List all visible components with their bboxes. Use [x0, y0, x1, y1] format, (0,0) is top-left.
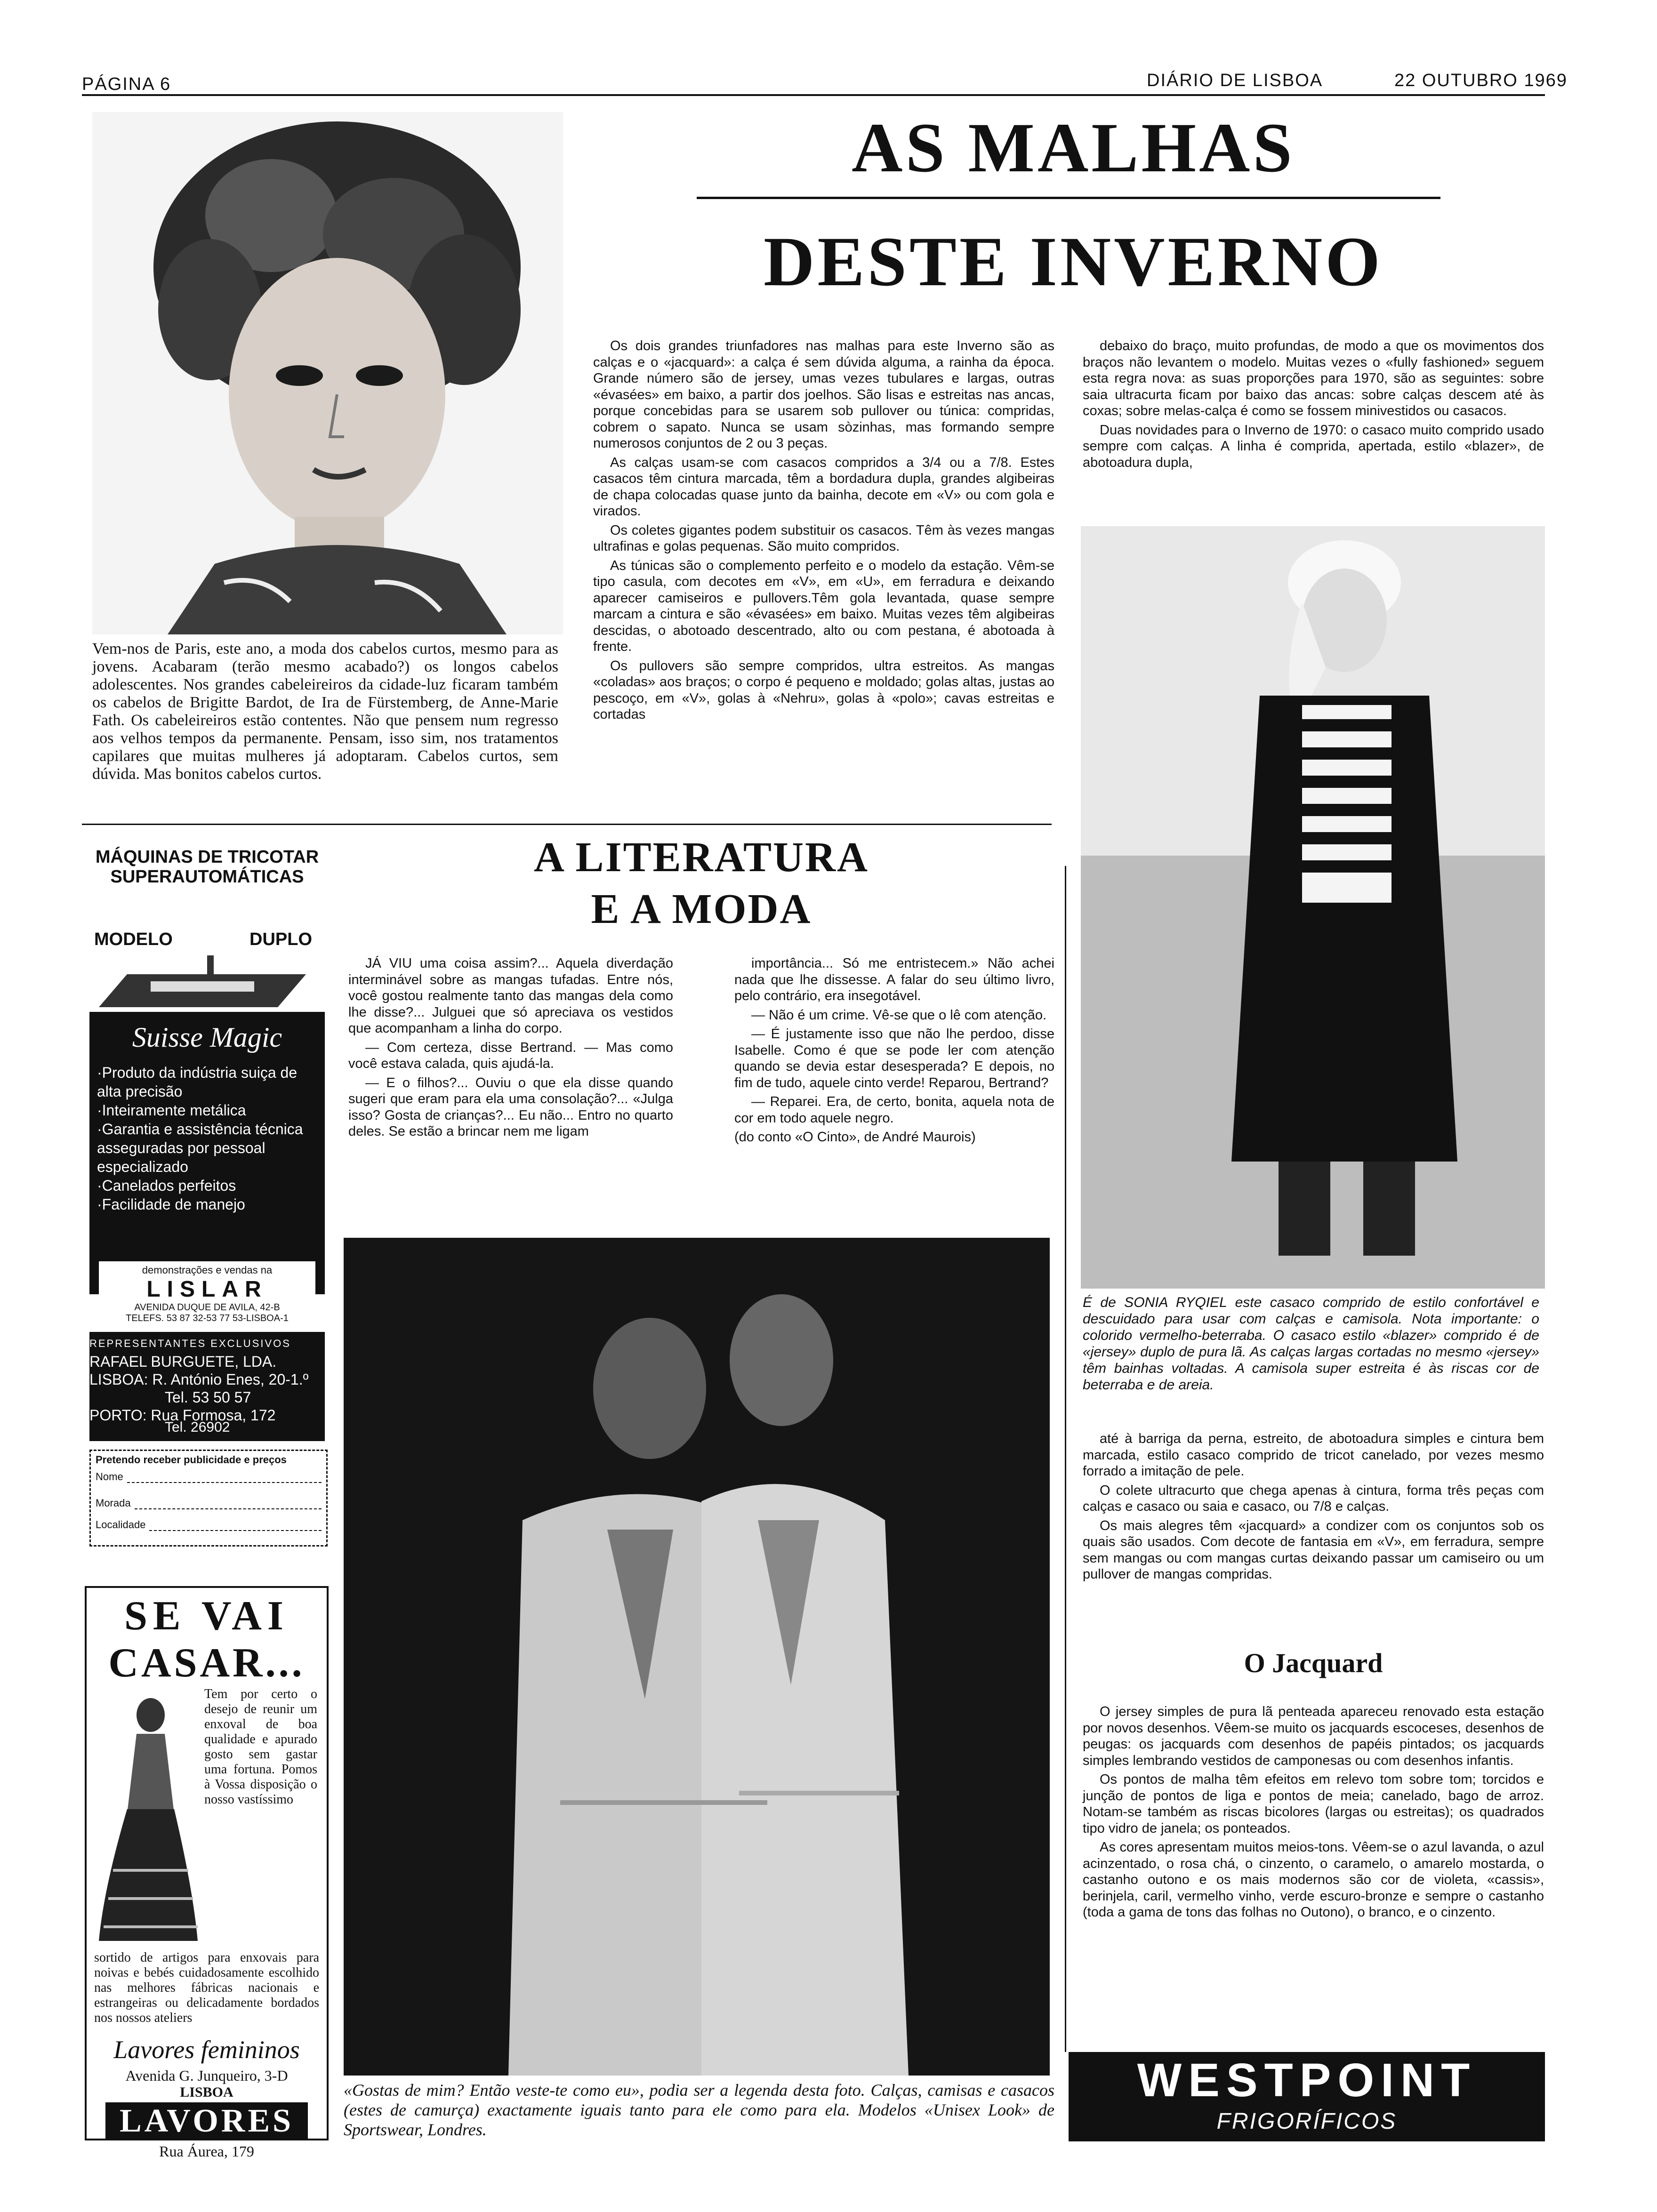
casar-title-line2: CASAR... [108, 1640, 305, 1686]
article-paragraph: debaixo do braço, muito profundas, de modo a que os movimentos dos braços não levantem o modelo. Muitas vezes o «fully fashioned» seguem esta regra nova: as suas proporções para 1970, são as seguintes: sobre saia ultracurta ficam por baixo das ancas: sobre calças descem até às coxas; sobre melas-calça é como se fossem minivestidos ou casacos. [1083, 338, 1544, 418]
article-column-1 [593, 338, 1054, 726]
coupon-label: Localidade [96, 1519, 146, 1531]
knitting-features-list [89, 1054, 325, 1223]
coupon-title: Pretendo receber publicidade e preços [96, 1454, 287, 1466]
article-paragraph: As cores apresentam muitos meios-tons. Vêem-se o azul lavanda, o azul acinzentado, o rosa chá, o cinzento, o caramelo, o amarelo mostarda, o castanho outono e os mais modernos são cor de violeta, «cassis», berinjela, caril, vermelho vinho, verde escuro-bronze e sempre o castanho (toda a gama de tons das folhas no Outono), o branco, e o cinzento. [1083, 1840, 1544, 1920]
literature-paragraph: — E o filhos?... Ouviu o que ela disse quando sugeri que eram para ela uma consolação?... «Julga isso? Gosta de crianças?... Eu não... Entro no quarto deles. Se estão a brincar nem me ligam [348, 1075, 673, 1139]
article-paragraph: Os pontos de malha têm efeitos em relevo tom sobre tom; torcidos e junção de pontos de liga e pontos de meia; canelado, bago de arroz. Notam-se também as riscas bicolores (largas ou estreitas); os quadrados tipo vidro de janela; os ponteados. [1083, 1772, 1544, 1836]
section-rule [82, 824, 1052, 825]
article-paragraph: Os dois grandes triunfadores nas malhas para este Inverno são as calças e o «jacquard»: a calça é sem dúvida alguma, a rainha da época. Grande número são de jersey, umas vezes tubulares e largas, outras «évasées» em baixo, a partir dos joelhos. São lisas e estreitas nas ancas, porque concebidas para se usarem sob pullover ou túnica: compridas, cobrem o sapato. Nunca se usam sòzinhas, mas formando sempre numerosos conjuntos de 2 ou 3 peças. [593, 338, 1054, 451]
knitting-ad-features [89, 1012, 325, 1294]
coupon-label: Nome [96, 1471, 123, 1483]
lislar-demo: demonstrações e vendas na [142, 1264, 273, 1276]
reps-porto-tel: Tel. 26902 [165, 1419, 230, 1435]
casar-address: Avenida G. Junqueiro, 3-D [125, 2067, 288, 2084]
knitting-ad-duplo: DUPLO [249, 930, 312, 949]
lislar-phones: TELEFS. 53 87 32-53 77 53-LISBOA-1 [126, 1313, 289, 1323]
casar-city: LISBOA [180, 2084, 233, 2100]
coupon-form [89, 1450, 328, 1547]
knitting-machine-image [89, 955, 315, 1017]
lavores-big-logo: LAVORES [105, 2102, 308, 2140]
reps-lisboa-tel: Tel. 53 50 57 [165, 1389, 251, 1406]
headline-line1: AS MALHAS [852, 109, 1295, 187]
hair-photo [92, 112, 563, 634]
header-rule [82, 94, 1545, 96]
knitting-ad-title-line1: MÁQUINAS DE TRICOTAR [95, 847, 319, 867]
coupon-locality-field[interactable] [149, 1521, 322, 1531]
article-paragraph: As calças usam-se com casacos compridos a 3/4 ou a 7/8. Estes casacos têm cintura marcada, têm a bordadura dupla, grandes algibeiras de chapa colocadas quase junto da bainha, decote em «V» ou com gola e virados. [593, 455, 1054, 519]
article-paragraph: O colete ultracurto que chega apenas à cintura, forma três peças com calças e casaco ou saia e casaco, ou 7/8 e calças. [1083, 1483, 1544, 1514]
coupon-label: Morada [96, 1497, 131, 1509]
literature-source: (do conto «O Cinto», de André Maurois) [734, 1130, 976, 1145]
knitting-ad-title-line2: SUPERAUTOMÁTICAS [110, 867, 304, 887]
knitting-ad-title [85, 847, 330, 887]
page-number: PÁGINA 6 [82, 74, 171, 94]
lavores-script-logo: Lavores femininos [113, 2036, 300, 2064]
article-column-2-bottom [1083, 1431, 1544, 1586]
article-paragraph: As túnicas são o complemento perfeito e o modelo da estação. Vêm-se tipo casula, com decotes em «V», em «U», em ferradura e deixando aparecer camiseiros e pullovers.Têm gola levantada, quase sempre marcam a cintura e são «évasées» em baixo. Muitas vezes têm algibeiras descidas, o abotoado descentrado, alto ou com pestana, é abotoada à frente. [593, 558, 1054, 654]
casar-street: Rua Áurea, 179 [159, 2143, 254, 2160]
jacquard-text [1083, 1704, 1544, 1923]
article-paragraph: Os mais alegres têm «jacquard» a condizer com os conjuntos sob os quais são usados. Com decote de fantasia em «V», em ferradura, sempre sem mangas ou com mangas curtas deixando passar um camiseiro ou um pullover de mangas compridas. [1083, 1518, 1544, 1582]
issue-date: 22 OUTUBRO 1969 [1394, 71, 1568, 90]
literature-paragraph: JÁ VIU uma coisa assim?... Aquela diverdação interminável sobre as mangas tufadas. Entre nós, você gostou realmente tanto das mangas dela como lhe disse?... Julguei que só apreciava os vestidos que acompanham a linha do corpo. [348, 956, 673, 1036]
casar-body-short: Tem por certo o desejo de reunir um enxoval de boa qualidade e apurado gosto sem gastar uma fortuna. Pomos à Vossa disposição o nosso vastíssimo [204, 1687, 317, 1807]
literature-paragraph: — Com certeza, disse Bertrand. — Mas como você estava calada, quis ajudá-la. [348, 1040, 673, 1071]
westpoint-logo: WESTPOINT [1137, 2054, 1477, 2107]
reps-lisboa: LISBOA: R. António Enes, 20-1.º [89, 1371, 309, 1388]
literature-paragraph: — Não é um crime. Vê-se que o lê com atenção. [751, 1007, 1047, 1023]
coat-caption: É de SONIA RYQIEL este casaco comprido de estilo confortável e descuidado para usar com calças e camisola. Nota importante: o colorido vermelho-beterraba. O casaco estilo «blazer» comprido é de «jersey» duplo de pura lã. As calças largas cortadas no mesmo «jersey» têm bainhas voltadas. A camisola super estreita é às riscas cor de beterraba e de areia. [1083, 1295, 1539, 1393]
article-paragraph: O jersey simples de pura lã penteada apareceu renovado esta estação por novos desenhos. Vêem-se muito os jacquards escoceses, desenhos de peugas: os jacquards com desenhos de papéis pintados; os jacquards simples lembrando vestidos de camponesas ou com desenhos infantis. [1083, 1704, 1544, 1768]
couple-caption: «Gostas de mim? Então veste-te como eu», podia ser a legenda desta foto. Calças, camisas e casacos (estes de camurça) exactamente iguais tanto para ele como para ela. Modelos «Unisex Look» de Sportswear, Londres. [344, 2081, 1054, 2139]
literature-paragraph: — Reparei. Era, de certo, bonita, aquela nota de cor em todo aquele negro. [734, 1094, 1054, 1126]
article-paragraph: Os coletes gigantes podem substituir os casacos. Têm às vezes mangas ultrafinas e golas pequenas. São muito compridos. [593, 522, 1054, 554]
reps-label: REPRESENTANTES EXCLUSIVOS [89, 1338, 291, 1349]
coupon-name-field[interactable] [127, 1473, 322, 1483]
woman-long-coat-illustration [1081, 526, 1545, 1289]
coupon-row-nome [91, 1469, 326, 1485]
article-paragraph: Os pullovers são sempre compridos, ultra estreitos. As mangas «coladas» aos braços; o corpo é pequeno e moldado; golas altas, justas ao pescoço, em «V», golas à «Nehru», golas à «polo»; cavas estreitas e cortadas [593, 658, 1054, 722]
knitting-ad-modelo: MODELO [94, 930, 173, 949]
jacquard-heading: O Jacquard [1244, 1648, 1383, 1678]
column-divider [1065, 866, 1066, 2052]
coupon-row-morada [91, 1485, 326, 1511]
woman-short-hair-illustration [92, 112, 563, 634]
knitting-brand-logo: Suisse Magic [132, 1022, 282, 1053]
couple-photo [344, 1238, 1050, 2076]
feature-item: ·Canelados perfeitos [97, 1177, 236, 1194]
knitting-machine-icon [89, 955, 315, 1017]
casar-middle [87, 1687, 327, 1950]
literature-column-1 [348, 955, 673, 1143]
couple-unisex-illustration [344, 1238, 1050, 2076]
literature-title-line1: A LITERATURA [534, 834, 869, 881]
reps-porto: PORTO: Rua Formosa, 172 [89, 1407, 276, 1424]
feature-item: ·Garantia e assistência técnica asseguradas por pessoal especializado [97, 1121, 303, 1175]
literature-column-2 [734, 955, 1054, 1148]
headline-line2: DESTE INVERNO [764, 223, 1383, 301]
westpoint-ad [1069, 2052, 1545, 2141]
article-paragraph: até à barriga da perna, estreito, de abotoadura simples e cintura bem marcada, estilo casaco comprido de tricot canelado, por vezes mesmo forrado a imitação de pele. [1083, 1431, 1544, 1479]
headline-rule [697, 197, 1440, 199]
newspaper-name: DIÁRIO DE LISBOA [1147, 71, 1323, 90]
coat-photo [1081, 526, 1545, 1289]
literature-title-line2: E A MODA [591, 886, 812, 932]
lislar-name: LISLAR [146, 1277, 268, 1302]
reps-company: RAFAEL BURGUETE, LDA. [89, 1353, 277, 1370]
hair-caption: Vem-nos de Paris, este ano, a moda dos cabelos curtos, mesmo para as jovens. Acabaram (terão mesmo acabado?) os longos cabelos adolescentes. Nos grandes cabeleireiros da cidade-luz ficaram também os cabelos de Brigitte Bardot, de Ira de Fürstemberg, de Anne-Marie Fath. Os cabeleireiros estão contentes. Não que pensem num regresso aos velhos tempos da permanente. Pensam, isso sim, nos tratamentos capilares que muitas mulheres já adoptaram. Cabelos curtos, sem dúvida. Mas bonitos cabelos curtos. [92, 640, 558, 783]
literature-paragraph: — É justamente isso que não lhe perdoo, disse Isabelle. Como é que se pode ler com atenção quando se devia estar desesperada? E depois, no fim de tudo, aquele cinto verde! Reparou, Bertrand? [734, 1026, 1054, 1090]
article-column-2-top [1083, 338, 1544, 473]
feature-item: ·Inteiramente metálica [97, 1102, 246, 1119]
coupon-row-localidade [91, 1511, 326, 1533]
feature-item: ·Produto da indústria suiça de alta precisão [97, 1064, 298, 1100]
bride-illustration [94, 1691, 202, 1946]
literature-paragraph: importância... Só me entristecem.» Não achei nada que lhe dissesse. A falar do seu último livro, pelo contrário, era insegotável. [734, 956, 1054, 1003]
westpoint-subtitle: FRIGORÍFICOS [1216, 2109, 1397, 2134]
lislar-box [99, 1261, 315, 1332]
article-paragraph: Duas novidades para o Inverno de 1970: o casaco muito comprido usado sempre com calças. A linha é comprida, apertada, estilo «blazer», de abotoadura dupla, [1083, 422, 1544, 470]
feature-item: ·Facilidade de manejo [97, 1196, 245, 1213]
coupon-address-field[interactable] [135, 1499, 322, 1509]
casar-body-long: sortido de artigos para enxovais para noivas e bebés cuidadosamente escolhido nas melhores fábricas nacionais e estrangeiras ou delicadamente bordados nos nossos ateliers [94, 1950, 319, 2025]
lislar-address: AVENIDA DUQUE DE AVILA, 42-B [134, 1302, 280, 1313]
casar-ad [85, 1586, 329, 2160]
casar-title-line1: SE VAI [124, 1593, 290, 1639]
